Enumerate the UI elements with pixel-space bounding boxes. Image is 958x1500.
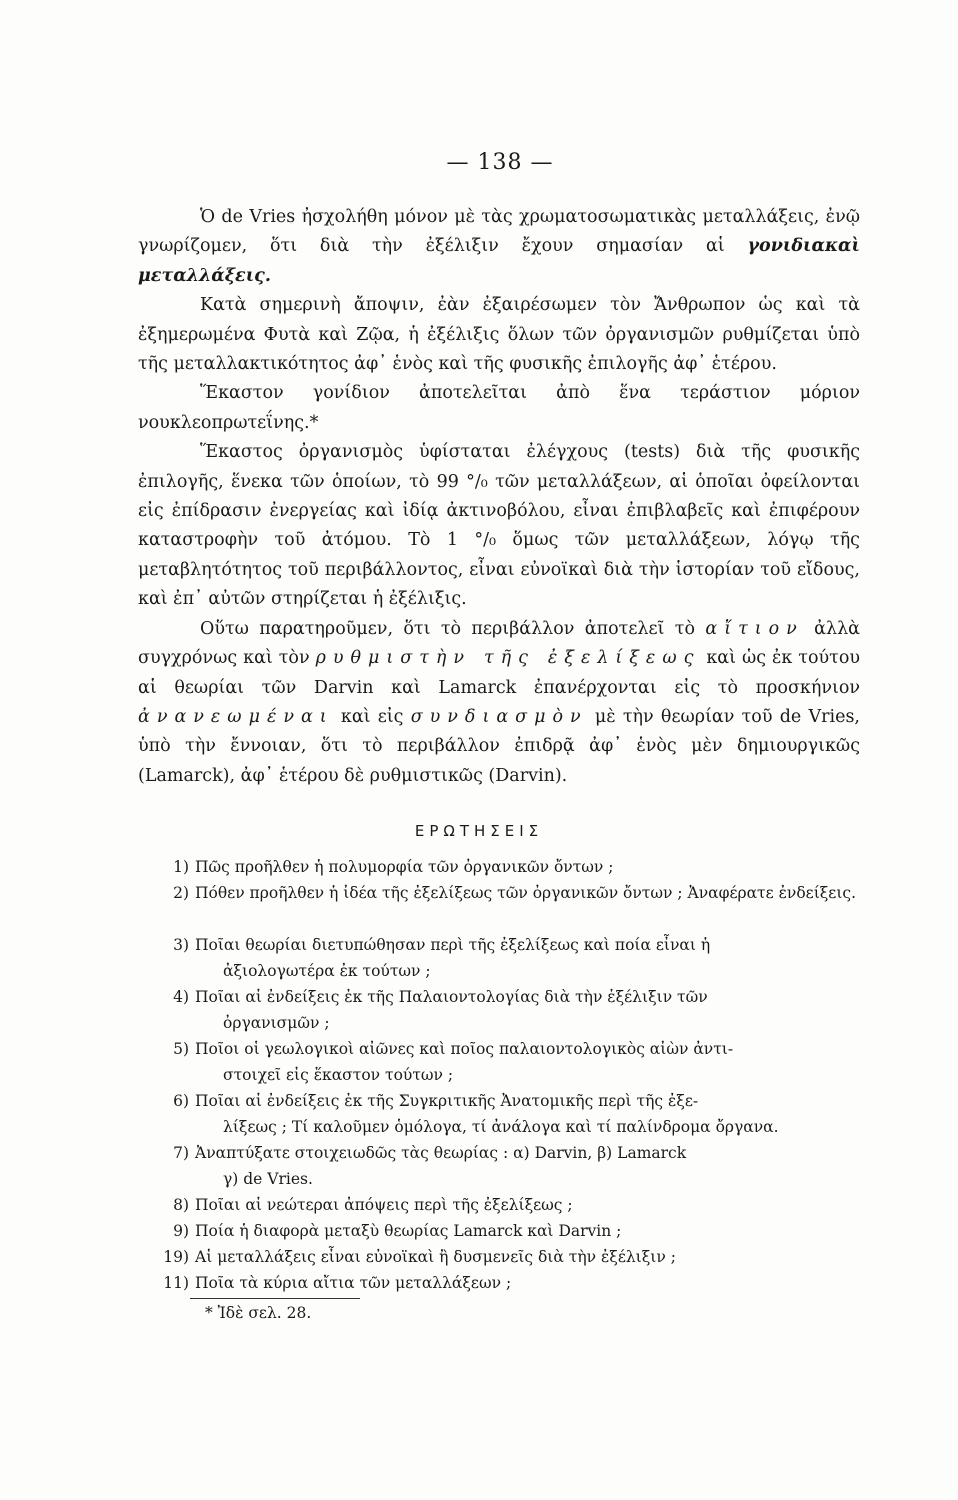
footnote-divider bbox=[190, 1298, 360, 1299]
paragraph-text: καὶ ὡς ἐκ τούτου αἱ θεωρίαι τῶν Darvin καὶ Lamarck ἐπανέρχονται εἰς τὸ προσκήνιον bbox=[138, 648, 860, 698]
question-number: 5) bbox=[173, 1040, 189, 1058]
question-text: Ποῖαι αἱ ἐνδείξεις ἐκ τῆς Συγκριτικῆς Ἀνατομικῆς περὶ τῆς ἐξε- bbox=[195, 1092, 699, 1110]
paragraph-environment bbox=[138, 615, 860, 791]
paragraph-text: Ὁ de Vries ἠσχολήθη μόνον μὲ τὰς χρωματοσωματικὰς μεταλλάξεις, ἐνῷ γνωρίζομεν, ὅτι διὰ τὴν ἐξέλιξιν ἔχουν σημασίαν αἱ bbox=[138, 207, 860, 257]
spaced-term: ἀνανεωμέναι bbox=[138, 706, 334, 727]
question-text: Ποῖα τὰ κύρια αἴτια τῶν μεταλλάξεων ; bbox=[195, 1274, 512, 1292]
paragraph-text: μὲ τὴν θεωρίαν τοῦ de Vries, ὑπὸ τὴν ἔννοιαν, ὅτι τὸ περιβάλλον ἐπιδρᾷ ἀφ᾽ ἑνὸς μὲν δημιουργικῶς (Lamarck), ἀφ᾽ ἑτέρου δὲ ρυθμιστικῶς (Darvin). bbox=[138, 706, 860, 786]
question-continuation: στοιχεῖ εἰς ἕκαστον τούτων ; bbox=[223, 1066, 454, 1084]
paragraph-modern-view: Κατὰ σημερινὴ ἄποψιν, ἐὰν ἐξαιρέσωμεν τὸν Ἄνθρωπον ὡς καὶ τὰ ἐξημερωμένα Φυτὰ καὶ Ζῷα, ἡ ἐξέλιξις ὅλων τῶν ὀργανισμῶν ρυθμίζεται ὑπὸ τῆς μεταλλακτικότητος ἀφ᾽ ἑνὸς καὶ τῆς φυσικῆς ἐπιλογῆς ἀφ᾽ ἑτέρου. bbox=[138, 295, 860, 375]
paragraph-text: Οὕτω παρατηροῦμεν, ὅτι τὸ περιβάλλον ἀποτελεῖ τὸ bbox=[200, 618, 706, 639]
spaced-term: συνδιασμὸν bbox=[410, 706, 588, 727]
question-number: 3) bbox=[173, 936, 189, 954]
question-number: 1) bbox=[173, 858, 189, 876]
main-text bbox=[138, 203, 860, 791]
question-item bbox=[173, 854, 860, 880]
paragraph-text: καὶ εἰς bbox=[333, 706, 411, 727]
question-text: Ἀναπτύξατε στοιχειωδῶς τὰς θεωρίας : α) Darvin, β) Lamarck bbox=[195, 1144, 687, 1162]
question-item bbox=[173, 932, 860, 984]
question-number: 8) bbox=[173, 1196, 189, 1214]
question-item bbox=[173, 1140, 860, 1192]
question-number: 2) bbox=[173, 884, 189, 902]
question-continuation: λίξεως ; Τί καλοῦμεν ὁμόλογα, τί ἀνάλογα καὶ τί παλίνδρομα ὄργανα. bbox=[223, 1118, 779, 1136]
question-text: Πόθεν προῆλθεν ἡ ἰδέα τῆς ἐξελίξεως τῶν ὀργανικῶν ὄντων ; Ἀναφέρατε ἐνδείξεις. bbox=[195, 884, 857, 902]
page-number: — 138 — bbox=[446, 150, 554, 175]
question-item bbox=[173, 1192, 860, 1218]
question-item bbox=[173, 1218, 860, 1244]
paragraph-text: ἀλλὰ συγχρόνως καὶ τὸν bbox=[138, 618, 860, 669]
question-item bbox=[173, 984, 860, 1036]
question-continuation: ὀργανισμῶν ; bbox=[223, 1014, 330, 1032]
spaced-term: αἴτιον bbox=[705, 618, 804, 639]
question-number: 19) bbox=[163, 1248, 189, 1266]
question-item bbox=[173, 880, 860, 906]
question-text: Ποῖοι οἱ γεωλογικοὶ αἰῶνες καὶ ποῖος παλαιοντολογικὸς αἰὼν ἀντι- bbox=[195, 1040, 734, 1058]
paragraph-de-vries bbox=[138, 203, 860, 291]
question-item bbox=[163, 1270, 860, 1296]
footnote: * Ἰδὲ σελ. 28. bbox=[205, 1304, 312, 1322]
emphasized-term: γονιδιακαὶ μεταλλάξεις. bbox=[138, 236, 860, 286]
question-text: Πῶς προῆλθεν ἡ πολυμορφία τῶν ὀργανικῶν ὄντων ; bbox=[195, 858, 614, 876]
question-number: 11) bbox=[163, 1274, 189, 1292]
question-continuation: ἀξιολογωτέρα ἐκ τούτων ; bbox=[223, 962, 431, 980]
question-item bbox=[163, 1244, 860, 1270]
question-number: 4) bbox=[173, 988, 189, 1006]
paragraph-gene: Ἕκαστον γονίδιον ἀποτελεῖται ἀπὸ ἕνα τεράστιον μόριον νουκλεοπρωτεΐνης.* bbox=[138, 383, 860, 433]
spaced-term: ρυθμιστὴν τῆς ἐξελίξεως bbox=[315, 648, 701, 669]
question-number: 7) bbox=[173, 1144, 189, 1162]
question-item bbox=[173, 1088, 860, 1140]
question-text: Ποία ἡ διαφορὰ μεταξὺ θεωρίας Lamarck καὶ Darvin ; bbox=[195, 1222, 622, 1240]
question-continuation: γ) de Vries. bbox=[223, 1170, 313, 1188]
question-text: Αἱ μεταλλάξεις εἶναι εὐνοϊκαὶ ἢ δυσμενεῖς διὰ τὴν ἐξέλιξιν ; bbox=[195, 1248, 676, 1266]
question-text: Ποῖαι αἱ νεώτεραι ἀπόψεις περὶ τῆς ἐξελίξεως ; bbox=[195, 1196, 573, 1214]
question-text: Ποῖαι θεωρίαι διετυπώθησαν περὶ τῆς ἐξελίξεως καὶ ποία εἶναι ἡ bbox=[195, 936, 711, 954]
question-number: 9) bbox=[173, 1222, 189, 1240]
paragraph-organism-tests: Ἕκαστος ὀργανισμὸς ὑφίσταται ἐλέγχους (tests) διὰ τῆς φυσικῆς ἐπιλογῆς, ἕνεκα τῶν ὁποίων, τὸ 99 °/₀ τῶν μεταλλάξεων, αἱ ὁποῖαι ὀφείλονται εἰς ἐπίδρασιν ἐνεργείας καὶ ἰδίᾳ ἀκτινοβόλου, εἶναι ἐπιβλαβεῖς καὶ ἐπιφέρουν καταστροφὴν τοῦ ἀτόμου. Τὸ 1 °/₀ ὅμως τῶν μεταλλάξεων, λόγῳ τῆς μεταβλητότητος τοῦ περιβάλλοντος, εἶναι εὐνοϊκαὶ διὰ τὴν ἱστορίαν τοῦ εἴδους, καὶ ἐπ᾽ αὐτῶν στηρίζεται ἡ ἐξέλιξις. bbox=[138, 442, 860, 610]
questions-heading: ΕΡΩΤΗΣΕΙΣ bbox=[414, 822, 544, 840]
question-text: Ποῖαι αἱ ἐνδείξεις ἐκ τῆς Παλαιοντολογίας διὰ τὴν ἐξέλιξιν τῶν bbox=[195, 988, 708, 1006]
question-number: 6) bbox=[173, 1092, 189, 1110]
question-item bbox=[173, 1036, 860, 1088]
